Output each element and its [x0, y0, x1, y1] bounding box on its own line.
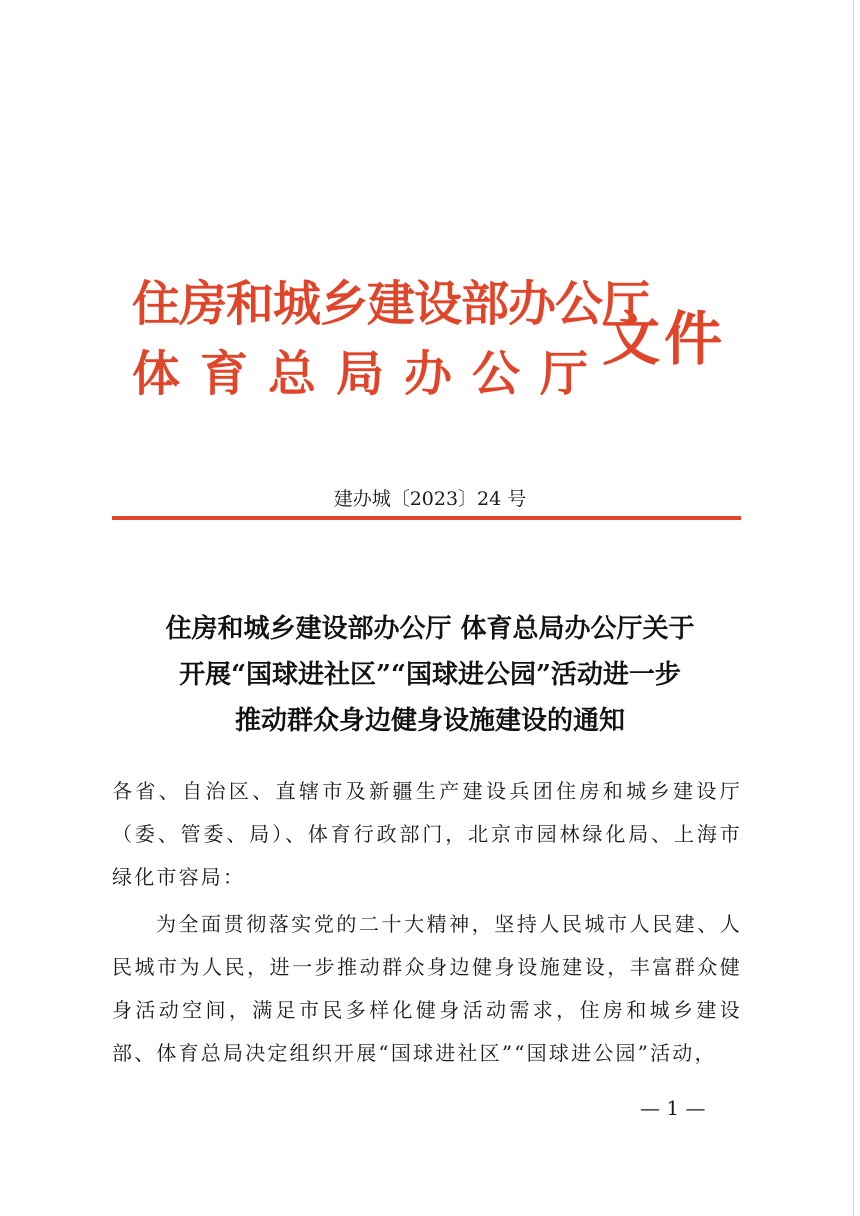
issuer-line-1: 住房和城乡建设部办公厅 [132, 276, 650, 332]
title-line-3: 推动群众身边健身设施建设的通知 [234, 706, 625, 736]
issuer-line-2: 体育总局办公厅 [132, 346, 609, 402]
document-title [0, 606, 860, 744]
title-line-2: 开展“国球进社区”“国球进公园”活动进一步 [179, 660, 681, 690]
document-header-suffix: 文件 [602, 305, 727, 373]
red-divider-line [112, 516, 741, 520]
page-number: — 1 — [640, 1096, 706, 1120]
title-line-1: 住房和城乡建设部办公厅 体育总局办公厅关于 [165, 614, 695, 644]
body-paragraph: 为全面贯彻落实党的二十大精神，坚持人民城市人民建、人民城市为人民，进一步推动群众身边健身设施建设，丰富群众健身活动空间，满足市民多样化健身活动需求，住房和城乡建设部、体育总局决定组织开展“国球进社区”“国球进公园”活动， [112, 912, 742, 1065]
addressee-paragraph: 各省、自治区、直辖市及新疆生产建设兵团住房和城乡建设厅（委、管委、局）、体育行政部门，北京市园林绿化局、上海市绿化市容局： [112, 779, 742, 889]
document-number: 建办城〔2023〕24 号 [333, 488, 527, 510]
